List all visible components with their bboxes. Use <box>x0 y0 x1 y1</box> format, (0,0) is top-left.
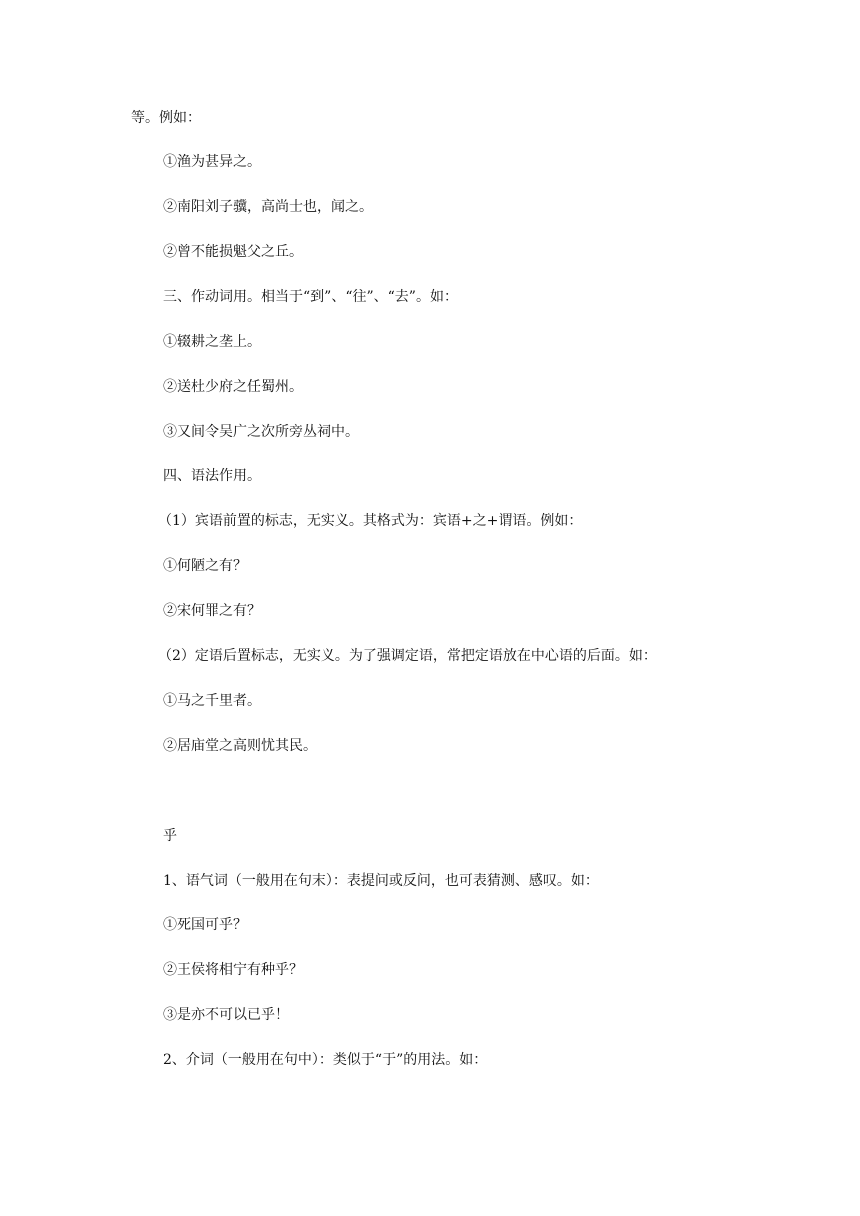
text-line: 等。例如： <box>131 110 201 126</box>
section-heading: 四、语法作用。 <box>163 468 261 484</box>
subsection-line: （2）定语后置标志，无实义。为了强调定语，常把定语放在中心语的后面。如： <box>158 648 657 664</box>
section-heading: 1、语气词（一般用在句末）：表提问或反问，也可表猜测、感叹。如： <box>163 873 599 889</box>
example-line: ①死国可乎？ <box>163 917 247 933</box>
entry-heading: 乎 <box>163 828 177 844</box>
example-line: ②南阳刘子骥，高尚士也，闻之。 <box>163 199 373 215</box>
example-line: ②王侯将相宁有种乎？ <box>163 962 303 978</box>
section-heading: 2、介词（一般用在句中）：类似于“于”的用法。如： <box>163 1052 488 1068</box>
example-line: ②送杜少府之任蜀州。 <box>163 379 303 395</box>
example-line: ③是亦不可以已乎！ <box>163 1007 289 1023</box>
example-line: ③又间令吴广之次所旁丛祠中。 <box>163 424 359 440</box>
example-line: ②宋何罪之有？ <box>163 603 261 619</box>
example-line: ①渔为甚异之。 <box>163 154 261 170</box>
section-heading: 三、作动词用。相当于“到”、“往”、“去”。如： <box>163 289 458 305</box>
example-line: ①何陋之有？ <box>163 558 247 574</box>
subsection-line: （1）宾语前置的标志，无实义。其格式为：宾语+之+谓语。例如： <box>158 513 583 529</box>
example-line: ②居庙堂之高则忧其民。 <box>163 738 317 754</box>
example-line: ①马之千里者。 <box>163 693 261 709</box>
example-line: ①辍耕之垄上。 <box>163 334 261 350</box>
example-line: ②曾不能损魁父之丘。 <box>163 244 303 260</box>
